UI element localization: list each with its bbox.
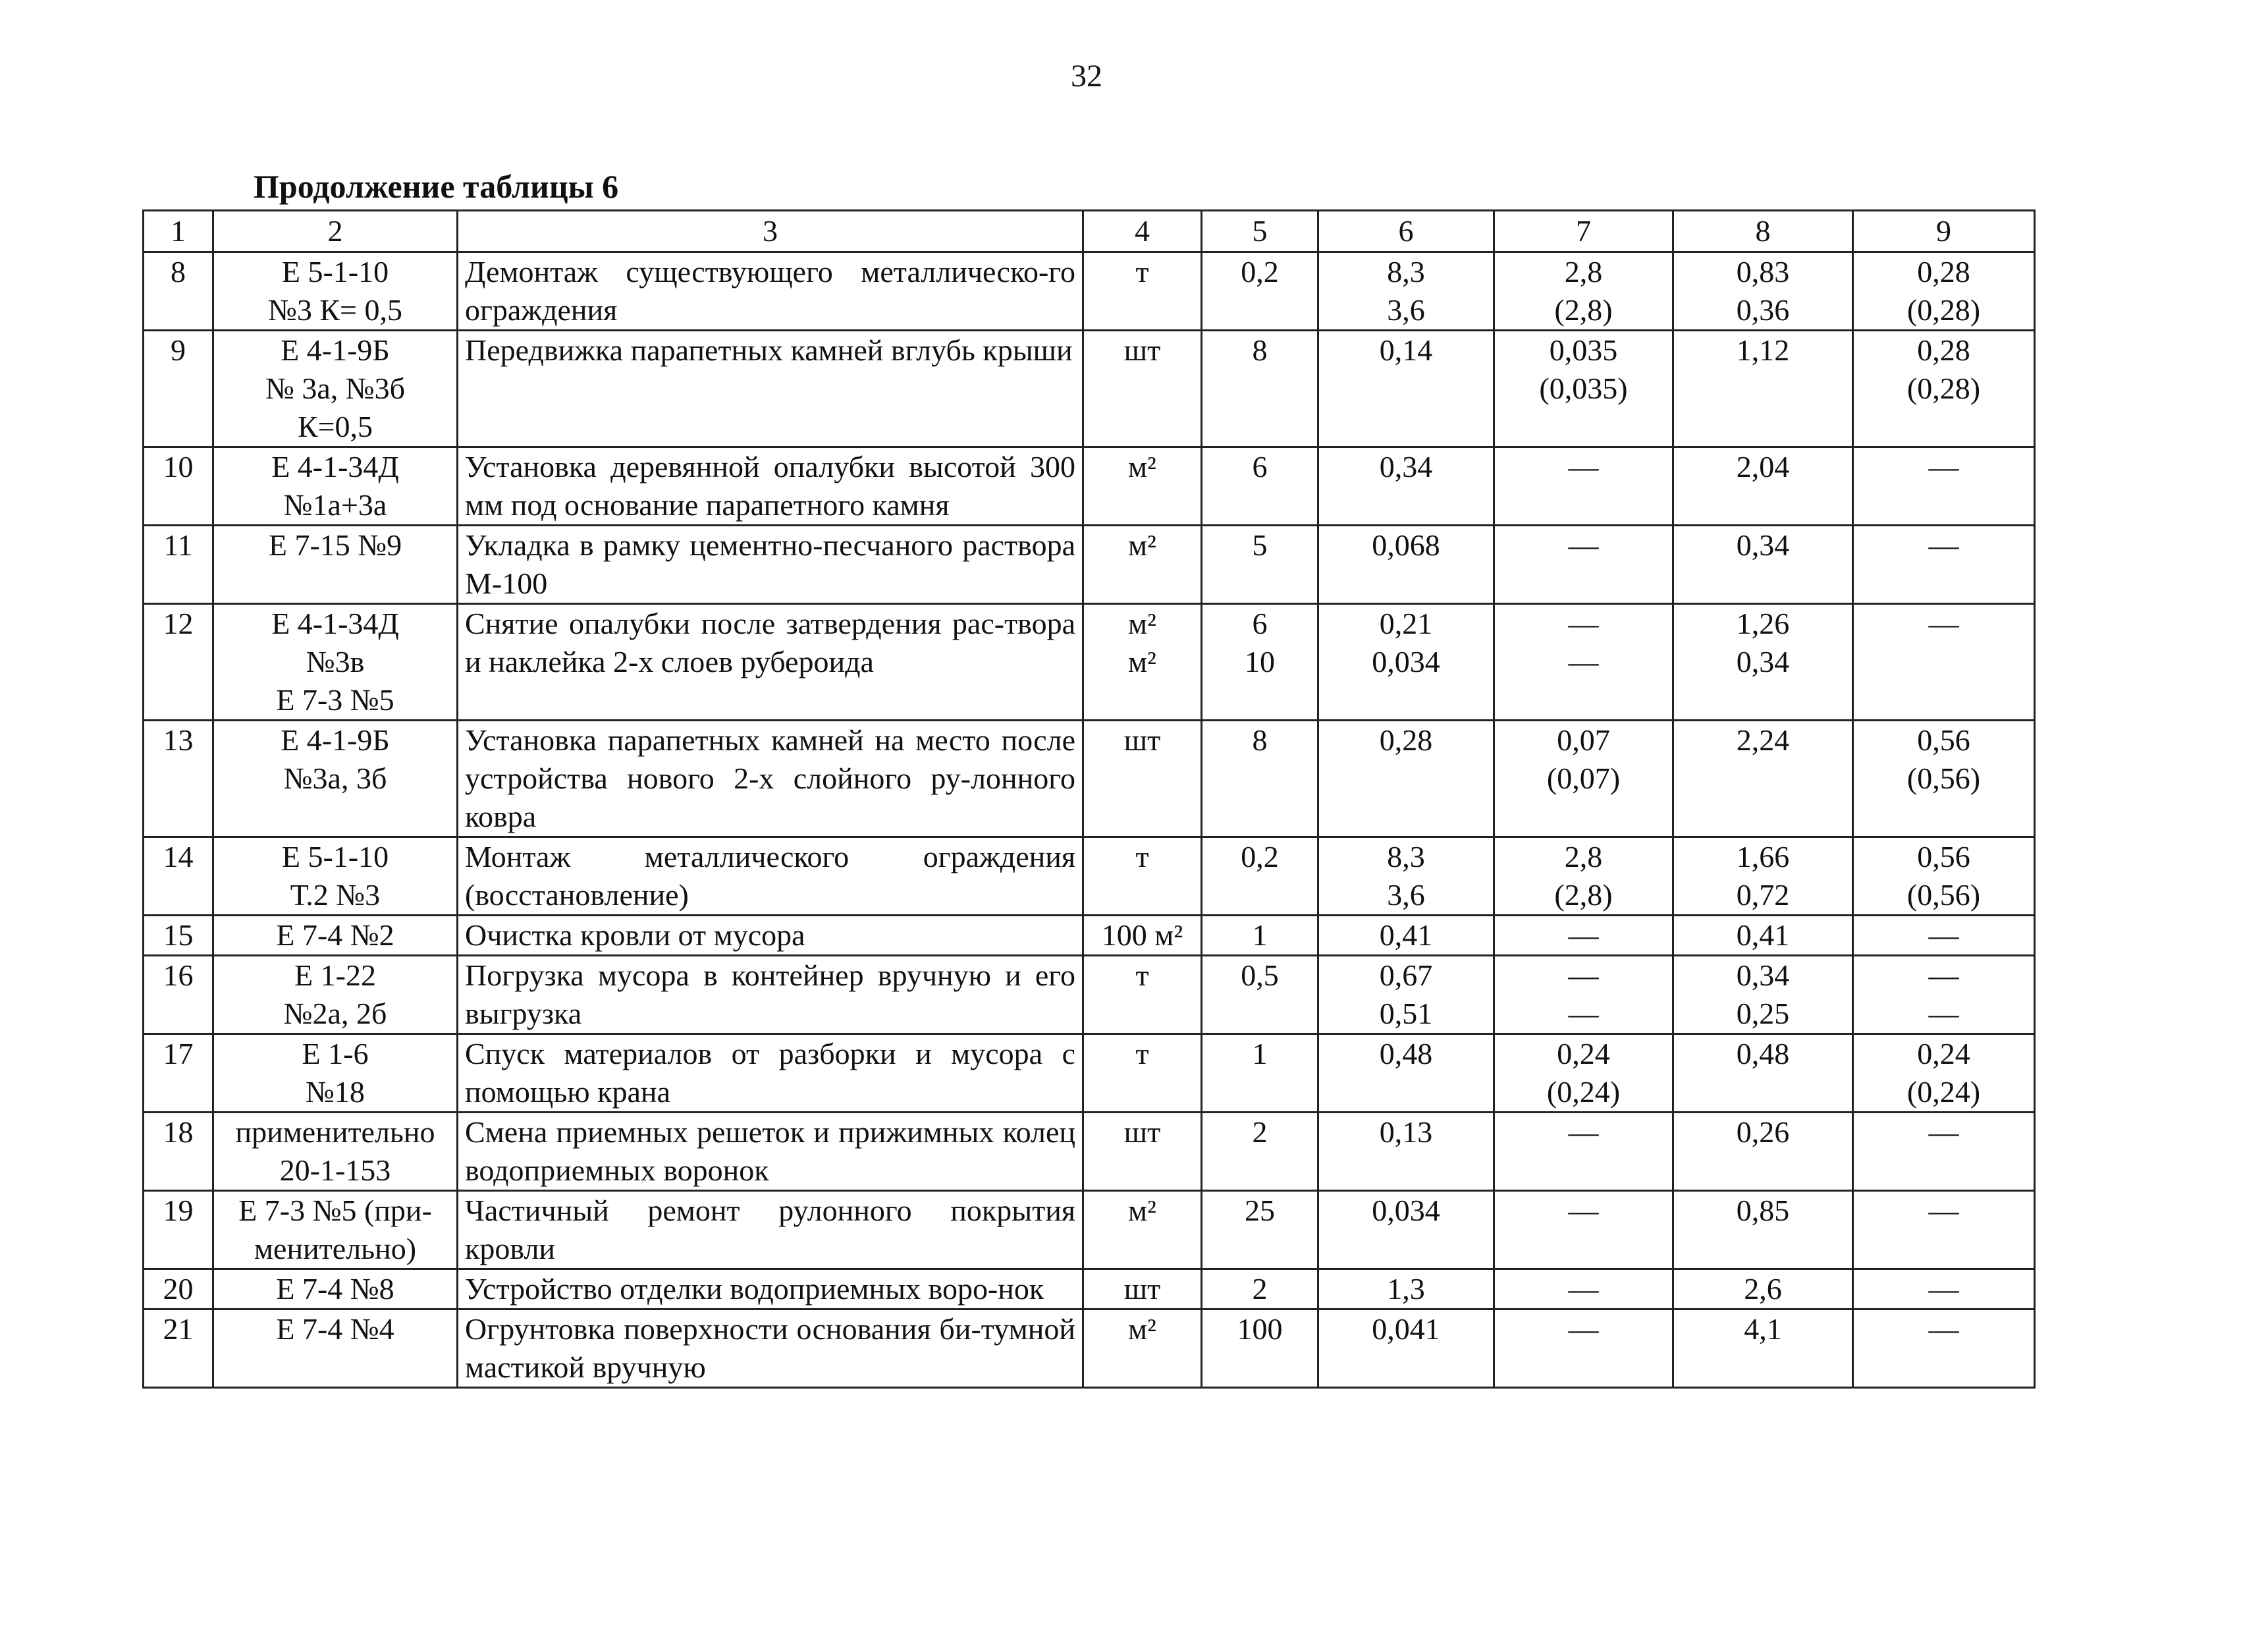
cell-total-labor: 2,24 — [1673, 721, 1853, 837]
cell-total-labor: 0,34 — [1673, 526, 1853, 604]
table-row — [144, 331, 2035, 447]
table-row — [144, 1269, 2035, 1310]
table-row — [144, 252, 2035, 331]
table-row — [144, 1034, 2035, 1113]
cell-unit: м² — [1083, 526, 1202, 604]
cell-quantity: 2 — [1202, 1113, 1318, 1191]
column-header: 1 — [144, 211, 213, 252]
table-row — [144, 1191, 2035, 1269]
cell-row-number: 13 — [144, 721, 213, 837]
cell-unit: шт — [1083, 721, 1202, 837]
cell-machine-per-unit: — — [1494, 447, 1673, 526]
cell-work-description: Спуск материалов от разборки и мусора с помощью крана — [458, 1034, 1083, 1113]
cell-unit: т — [1083, 956, 1202, 1034]
cell-quantity: 6 — [1202, 447, 1318, 526]
cell-unit: м² — [1083, 1310, 1202, 1388]
cell-work-description: Устройство отделки водоприемных воро-нок — [458, 1269, 1083, 1310]
cell-row-number: 8 — [144, 252, 213, 331]
cell-work-description: Укладка в рамку цементно-песчаного раствора М-100 — [458, 526, 1083, 604]
cell-machine-per-unit: — — [1494, 1269, 1673, 1310]
cell-total-machine: — — [1853, 916, 2035, 956]
cell-row-number: 12 — [144, 604, 213, 721]
cell-total-machine: — — [1853, 604, 2035, 721]
cell-norm-code: Е 4-1-34Д №1а+3а — [213, 447, 458, 526]
table-row — [144, 837, 2035, 916]
column-header: 5 — [1202, 211, 1318, 252]
cell-machine-per-unit: 2,8 (2,8) — [1494, 252, 1673, 331]
cell-norm-per-unit: 0,068 — [1318, 526, 1494, 604]
table-row — [144, 916, 2035, 956]
cell-machine-per-unit: — — [1494, 1310, 1673, 1388]
cell-norm-code: Е 7-3 №5 (при-менительно) — [213, 1191, 458, 1269]
cell-unit: шт — [1083, 331, 1202, 447]
cell-work-description: Очистка кровли от мусора — [458, 916, 1083, 956]
table-caption: Продолжение таблицы 6 — [254, 168, 619, 205]
cell-total-machine: 0,28 (0,28) — [1853, 331, 2035, 447]
cell-total-machine: — — [1853, 1310, 2035, 1388]
column-header: 9 — [1853, 211, 2035, 252]
column-header: 8 — [1673, 211, 1853, 252]
cell-norm-code: Е 4-1-9Б №3а, 3б — [213, 721, 458, 837]
cell-row-number: 18 — [144, 1113, 213, 1191]
cell-norm-per-unit: 0,14 — [1318, 331, 1494, 447]
table-row — [144, 604, 2035, 721]
cell-norm-per-unit: 0,41 — [1318, 916, 1494, 956]
cell-machine-per-unit: — — — [1494, 604, 1673, 721]
cell-machine-per-unit: — — [1494, 1113, 1673, 1191]
cell-unit: т — [1083, 1034, 1202, 1113]
cell-work-description: Установка парапетных камней на место после устройства нового 2-х слойного ру-лонного ковра — [458, 721, 1083, 837]
cell-total-machine: — — [1853, 1191, 2035, 1269]
cell-unit: шт — [1083, 1113, 1202, 1191]
cell-norm-code: применительно 20-1-153 — [213, 1113, 458, 1191]
cell-quantity: 5 — [1202, 526, 1318, 604]
cell-row-number: 19 — [144, 1191, 213, 1269]
cell-norm-code: Е 7-15 №9 — [213, 526, 458, 604]
cell-total-labor: 2,04 — [1673, 447, 1853, 526]
cell-machine-per-unit: 2,8 (2,8) — [1494, 837, 1673, 916]
cell-total-machine: — — — [1853, 956, 2035, 1034]
cell-work-description: Снятие опалубки после затвердения рас-твора и наклейка 2-х слоев рубероида — [458, 604, 1083, 721]
cell-total-labor: 1,26 0,34 — [1673, 604, 1853, 721]
cell-total-labor: 0,83 0,36 — [1673, 252, 1853, 331]
cell-norm-per-unit: 0,34 — [1318, 447, 1494, 526]
cell-quantity: 100 — [1202, 1310, 1318, 1388]
cell-norm-per-unit: 0,041 — [1318, 1310, 1494, 1388]
cell-unit: т — [1083, 837, 1202, 916]
cell-machine-per-unit: 0,035 (0,035) — [1494, 331, 1673, 447]
cell-norm-per-unit: 1,3 — [1318, 1269, 1494, 1310]
cell-total-machine: — — [1853, 1113, 2035, 1191]
cell-work-description: Частичный ремонт рулонного покрытия кровли — [458, 1191, 1083, 1269]
cell-norm-per-unit: 0,034 — [1318, 1191, 1494, 1269]
cell-total-labor: 0,34 0,25 — [1673, 956, 1853, 1034]
cell-work-description: Установка деревянной опалубки высотой 300 мм под основание парапетного камня — [458, 447, 1083, 526]
table-header-row — [144, 211, 2035, 252]
cell-row-number: 21 — [144, 1310, 213, 1388]
table-row — [144, 526, 2035, 604]
cell-row-number: 15 — [144, 916, 213, 956]
table-row — [144, 721, 2035, 837]
cell-total-machine: — — [1853, 526, 2035, 604]
page-number: 32 — [1071, 59, 1102, 94]
cell-row-number: 16 — [144, 956, 213, 1034]
column-header: 4 — [1083, 211, 1202, 252]
cell-norm-code: Е 4-1-34Д №3в Е 7-3 №5 — [213, 604, 458, 721]
cell-norm-per-unit: 0,28 — [1318, 721, 1494, 837]
cell-machine-per-unit: — — [1494, 526, 1673, 604]
cell-norm-code: Е 5-1-10 Т.2 №3 — [213, 837, 458, 916]
cell-norm-code: Е 1-22 №2а, 2б — [213, 956, 458, 1034]
cell-work-description: Огрунтовка поверхности основания би-тумной мастикой вручную — [458, 1310, 1083, 1388]
column-header: 7 — [1494, 211, 1673, 252]
cell-work-description: Погрузка мусора в контейнер вручную и его выгрузка — [458, 956, 1083, 1034]
column-header: 3 — [458, 211, 1083, 252]
cell-norm-code: Е 7-4 №8 — [213, 1269, 458, 1310]
cell-total-machine: 0,56 (0,56) — [1853, 721, 2035, 837]
cell-quantity: 0,2 — [1202, 837, 1318, 916]
cell-total-labor: 1,12 — [1673, 331, 1853, 447]
cell-work-description: Передвижка парапетных камней вглубь крыши — [458, 331, 1083, 447]
cell-quantity: 6 10 — [1202, 604, 1318, 721]
cell-norm-per-unit: 0,13 — [1318, 1113, 1494, 1191]
cell-norm-per-unit: 0,48 — [1318, 1034, 1494, 1113]
cell-norm-code: Е 1-6 №18 — [213, 1034, 458, 1113]
cell-unit: 100 м² — [1083, 916, 1202, 956]
cell-total-machine: — — [1853, 447, 2035, 526]
cell-machine-per-unit: — — [1494, 1191, 1673, 1269]
table-row — [144, 447, 2035, 526]
cell-machine-per-unit: 0,07 (0,07) — [1494, 721, 1673, 837]
cell-norm-per-unit: 8,3 3,6 — [1318, 837, 1494, 916]
cell-row-number: 11 — [144, 526, 213, 604]
cell-unit: т — [1083, 252, 1202, 331]
cell-total-machine: 0,56 (0,56) — [1853, 837, 2035, 916]
table-row — [144, 1310, 2035, 1388]
cell-row-number: 14 — [144, 837, 213, 916]
cell-total-labor: 0,26 — [1673, 1113, 1853, 1191]
cell-norm-per-unit: 0,21 0,034 — [1318, 604, 1494, 721]
cell-total-labor: 4,1 — [1673, 1310, 1853, 1388]
cell-total-labor: 2,6 — [1673, 1269, 1853, 1310]
cell-work-description: Монтаж металлического ограждения (восстановление) — [458, 837, 1083, 916]
cell-unit: м² — [1083, 447, 1202, 526]
cell-unit: м² — [1083, 1191, 1202, 1269]
cell-norm-code: Е 4-1-9Б № 3а, №3б К=0,5 — [213, 331, 458, 447]
cell-row-number: 17 — [144, 1034, 213, 1113]
cell-norm-code: Е 7-4 №4 — [213, 1310, 458, 1388]
cell-work-description: Демонтаж существующего металлическо-го ограждения — [458, 252, 1083, 331]
cell-norm-per-unit: 8,3 3,6 — [1318, 252, 1494, 331]
cell-norm-code: Е 5-1-10 №3 К= 0,5 — [213, 252, 458, 331]
cell-quantity: 8 — [1202, 721, 1318, 837]
cell-quantity: 1 — [1202, 916, 1318, 956]
estimate-table — [142, 209, 2036, 1389]
cell-quantity: 0,5 — [1202, 956, 1318, 1034]
cell-row-number: 10 — [144, 447, 213, 526]
cell-quantity: 25 — [1202, 1191, 1318, 1269]
cell-quantity: 1 — [1202, 1034, 1318, 1113]
cell-total-labor: 1,66 0,72 — [1673, 837, 1853, 916]
cell-total-labor: 0,85 — [1673, 1191, 1853, 1269]
cell-unit: м² м² — [1083, 604, 1202, 721]
cell-norm-per-unit: 0,67 0,51 — [1318, 956, 1494, 1034]
cell-quantity: 2 — [1202, 1269, 1318, 1310]
cell-quantity: 8 — [1202, 331, 1318, 447]
table-row — [144, 956, 2035, 1034]
cell-total-labor: 0,41 — [1673, 916, 1853, 956]
cell-unit: шт — [1083, 1269, 1202, 1310]
column-header: 6 — [1318, 211, 1494, 252]
cell-total-machine: 0,24 (0,24) — [1853, 1034, 2035, 1113]
cell-machine-per-unit: — — [1494, 916, 1673, 956]
table-row — [144, 1113, 2035, 1191]
cell-row-number: 9 — [144, 331, 213, 447]
cell-quantity: 0,2 — [1202, 252, 1318, 331]
cell-total-machine: 0,28 (0,28) — [1853, 252, 2035, 331]
cell-row-number: 20 — [144, 1269, 213, 1310]
cell-total-machine: — — [1853, 1269, 2035, 1310]
cell-norm-code: Е 7-4 №2 — [213, 916, 458, 956]
cell-work-description: Смена приемных решеток и прижимных колец водоприемных воронок — [458, 1113, 1083, 1191]
column-header: 2 — [213, 211, 458, 252]
cell-machine-per-unit: — — — [1494, 956, 1673, 1034]
cell-machine-per-unit: 0,24 (0,24) — [1494, 1034, 1673, 1113]
cell-total-labor: 0,48 — [1673, 1034, 1853, 1113]
